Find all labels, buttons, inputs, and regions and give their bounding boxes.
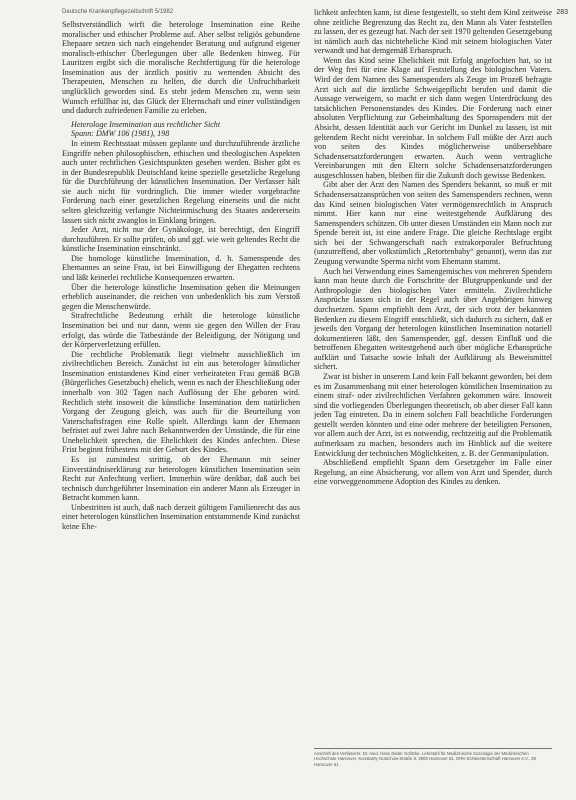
body-paragraph: In einem Rechtsstaat müssen geplante und durchzuführende ärztliche Eingriffe neben philosophischen, ethischen und theologischen Aspekten auch unter rechtlichen Gesichtspunkten gesehen werden. Bisher gibt es in der Bundesrepublik Deutschland keine spezielle gesetzliche Regelung für die Durchführung der künstlichen Insemination. Der Verfasser hält sie auch nicht für vordringlich. Die immer wieder vorgebrachte Forderung nach einer gesetzlichen Regelung einerseits und die nicht selten gleichzeitig verlangte Nichteinmischung des Staates andererseits lassen sich nicht zwanglos in Einklang bringen.: [62, 138, 300, 225]
body-paragraph: Über die heterologe künstliche Insemination gehen die Meinungen erheblich auseinander, die reichen von unbedenklich bis zum Verstoß gegen die Menschenwürde.: [62, 282, 300, 311]
body-paragraph: Jeder Arzt, nicht nur der Gynäkologe, ist berechtigt, den Eingriff durchzuführen. Er sollte prüfen, ob und ggf. wie weit geltendes Recht die künstliche Insemination einschränkt.: [62, 225, 300, 254]
running-head: Deutsche Krankenpflegezeitschrift 5/1982: [62, 9, 174, 15]
body-paragraph: Gibt aber der Arzt den Namen des Spenders bekannt, so muß er mit Schadensersatzansprüchen von seiten des Samenspenders rechnen, wenn das Kind seinen biologischen Vater vermögensrechtlich in Anspruch nimmt. Hier kann nur eine weitestgehende Aufklärung des Samenspenders schützen. Ob unter diesen Umständen ein Mann noch zur Spende bereit ist, ist eine andere Frage. Die gleiche Rechtslage ergibt sich bei der Schwangerschaft nach extrakorporaler Befruchtung (unzutreffend, aber volkstümlich „Retortenbaby“ genannt), wenn das zur Zeugung verwandte Sperma nicht vom Ehemann stammt.: [314, 180, 552, 267]
right-column: [314, 8, 552, 487]
section-heading: Heterologe Insemination aus rechtlicher Sicht: [71, 119, 221, 129]
body-paragraph: Abschließend empfiehlt Spann dem Gesetzgeber im Falle einer Regelung, an eine Absicherung, vor allem von Arzt und Spender, durch eine vorweggenommene Adoption des Kindes zu denken.: [314, 458, 552, 487]
body-paragraph: Es ist zumindest strittig, ob der Ehemann mit seiner Einverständniserklärung zur heterologen künstlichen Insemination sein Recht zur Anfechtung verliert. Immerhin wäre denkbar, daß auch bei technisch durchgeführter Insemination ein anderer Mann als Erzeuger in Betracht kommen kann.: [62, 455, 300, 503]
body-paragraph: Wenn das Kind seine Ehelichkeit mit Erfolg angefochten hat, so ist der Weg frei für eine Klage auf Feststellung des biologischen Vaters. Wird der dem Namen des Samenspenders als Zeuge im Prozeß befragte Arzt sich auf die ärztliche Schweigepflicht berufen und damit die Aussage verweigern, so macht er sich dann wegen Unterdrückung des tatsächlichen Personenstandes des Kindes. Die Forderung nach einer absoluten Verpflichtung zur Geheimhaltung des Spornspenders mit der Absicht, dessen Identität auch vor Gericht im Dunkel zu lassen, ist mit geltendem Recht nicht vereinbar. In solchem Fall müßte der Arzt auch von seiten des Kindes möglicherweise unübersehbare Schadensersatzforderungen erwarten. Auch wenn vertragliche Vereinbarungen mit den Eltern solche Schadensersatzforderungen ausgeschlossen haben, bleiben für die Zukunft doch gewisse Bedenken.: [314, 55, 552, 180]
author-footnote: Anschrift des Verfassers: Dr. med. Hans Dieter Gölitzke, Lehrstuhl für Medizinische Soziologie der Medizinischen Hochschule Hannover, Konstanty-Gutschow-Straße 8, 3000 Hannover 61, DRK-Schwesternschaft Hannover e.V., 30 Hannover 61: [314, 748, 552, 767]
body-paragraph: Die rechtliche Problematik liegt vielmehr ausschließlich im zivilrechtlichen Bereich. Zunächst ist ein aus heterologer künstlicher Insemination entstandenes Kind einer verheirateten Frau gemäß BGB (Bürgerliches Gesetzbuch) ehelich, wenn es nach der Eheschließung oder innerhalb von 302 Tagen nach Auflösung der Ehe geboren wird. Rechtlich steht insoweit die künstliche Insemination dem natürlichen Vorgang der Zeugung gleich, was auch für die Beurteilung von Vaterschaftsfragen eine Rolle spielt. Allerdings kann der Ehemann befristet auf zwei Jahre nach Bekanntwerden der Umstände, die für eine Unehelichkeit sprechen, die Ehelichkeit des Kindes anfechten. Diese Frist beginnt frühestens mit der Geburt des Kindes.: [62, 349, 300, 455]
body-paragraph: Zwar ist bisher in unserem Land kein Fall bekannt geworden, bei dem es im Zusammenhang mit einer heterologen künstlichen Insemination zu einem straf- oder zivilrechtlichen Verfahren gekommen wäre. Insoweit sind die vorliegenden Überlegungen theoretisch, ob aber dieser Fall kann jeden Tag eintreten. Da in einem solchen Fall beachtliche Forderungen gestellt werden könnten und eine oder mehrere der beteiligten Personen, vor allem auch der Arzt, ist es notwendig, rechtzeitig auf die Problematik aufmerksam zu machen, besonders auch im Hinblick auf die weitere Entwicklung der technischen Möglichkeiten, z. B. der Genmanipulation.: [314, 371, 552, 458]
left-column: [62, 20, 300, 532]
body-paragraph: Die homologe künstliche Insemination, d. h. Samenspende des Ehemannes an seine Frau, ist bei Einwilligung der Ehegatten rechtens und läßt keinerlei rechtliche Konsequenzen erwarten.: [62, 253, 300, 283]
page-number: 283: [556, 9, 568, 16]
body-paragraph: Strafrechtliche Bedeutung erhält die heterologe künstliche Insemination bei und nur dann, wenn sie gegen den Willen der Frau erfolgt, das würde die Tatbestände der Beleidigung, der Nötigung und der Körperverletzung erfüllen.: [62, 311, 300, 350]
body-paragraph: lichkeit anfechten kann, ist diese festgestellt, so steht dem Kind zeitweise ohne zeitliche Begrenzung das Recht zu, den Mann als Vater feststellen zu lassen, der es gezeugt hat. Nach der seit 1970 geltenden Gesetzgebung ist nämlich auch das nichteheliche Kind mit seinem biologischen Vater verwandt und hat demgemäß Erbanspruch.: [314, 8, 553, 56]
body-paragraph: Unbestritten ist auch, daß nach derzeit gültigem Familienrecht das aus einer heterologen künstlichen Insemination entstammende Kind zunächst keine Ehe-: [62, 502, 300, 532]
body-paragraph: Selbstverständlich wirft die heterologe Insemination eine Reihe moralischer und ethischer Probleme auf. Aber selbst religiös gebundene Ehepaare setzen sich nach eingehender Beratung und aufgrund eigener moralisch-ethischer Überlegungen über alle Bedenken hinweg. Für Lauritzen ergibt sich die moralische Rechtfertigung für die heterologe Insemination aus der ärztlich positiv zu wertenden Absicht des Therapeuten, Menschen zu helfen, die durch die Unfruchtbarkeit unglücklich geworden sind. Es steht jedem Menschen zu, wenn sein Wunsch erfüllbar ist, das Glück der Elternschaft und einer vollständigen und dadurch zufriedenen Familie zu erleben.: [62, 20, 300, 116]
section-citation: Spann: DMW 106 (1981), 198: [71, 129, 170, 139]
body-paragraph: Auch bei Verwendung eines Samengemisches von mehreren Spendern kann man heute durch die Fortschritte der Blutgruppenkunde und der Anthropologie den biologischen Vater ermitteln. Zivilrechtliche Ansprüche lassen sich in der Regel auch über Angehörigen hinweg durchsetzen. Spann empfiehlt dem Arzt, der sich trotz der bekannten Bedenken zu diesem Eingriff entschließt, sich dadurch zu sichern, daß er jeweils den Vorgang der heterologen künstlichen Insemination notariell dokumentieren läßt, den Samenspender, ggf. dessen Einfluß und die betroffenen Ehegatten weitestgehend auch über mögliche Erbansprüche aufklärt und Tatsache sowie Inhalt der Aufklärung als Beweismittel sichert.: [314, 266, 552, 372]
